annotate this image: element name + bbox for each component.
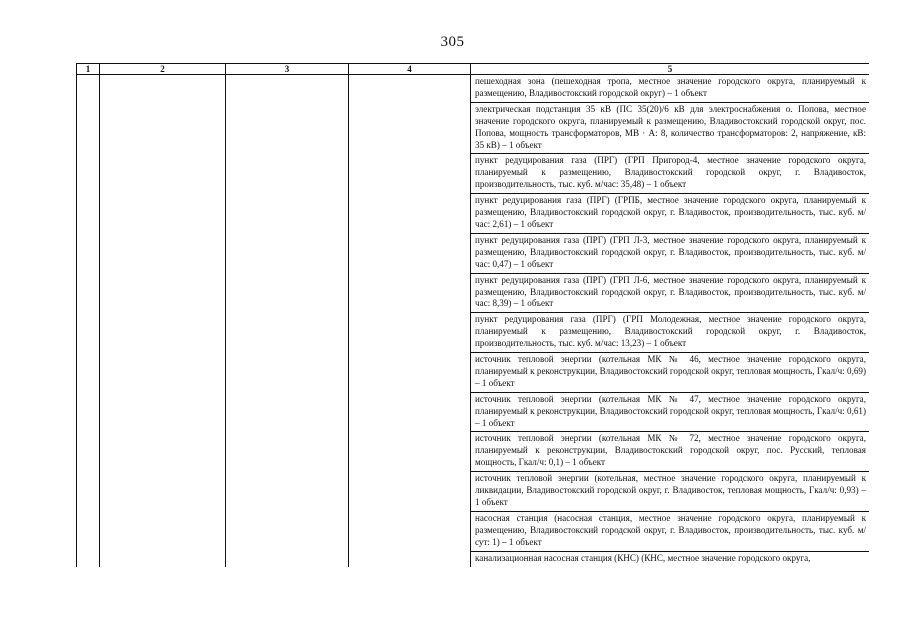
- column-header-4: 4: [349, 64, 471, 75]
- column-header-3: 3: [226, 64, 349, 75]
- table-row: [77, 75, 870, 103]
- object-description: пункт редуцирования газа (ПРГ) (ГРП Молодежная, местное значение городского округа, планируемый к размещению, Владивостокский городской округ, г. Владивосток, производительность, тыс. куб. м/час: 13,23) – 1 объект: [471, 313, 870, 353]
- column-header-2: 2: [100, 64, 226, 75]
- object-description: источник тепловой энергии (котельная МК № 72, местное значение городского округа, планируемый к реконструкции, Владивостокский городской округ, пос. Русский, тепловая мощность, Гкал/ч: 0,1) – 1 объект: [471, 432, 870, 472]
- column-header-1: 1: [77, 64, 100, 75]
- column-1-cell: [77, 75, 100, 567]
- column-2-cell: [100, 75, 226, 567]
- object-description: пункт редуцирования газа (ПРГ) (ГРП Л-3, местное значение городского округа, планируемый к размещению, Владивостокский городской округ, г. Владивосток, производительность, тыс. куб. м/час: 0,47) – 1 объект: [471, 233, 870, 273]
- column-header-5: 5: [471, 64, 870, 75]
- object-description: пункт редуцирования газа (ПРГ) (ГРП Пригород-4, местное значение городского округа, планируемый к размещению, Владивостокский городской округ, г. Владивосток, производительность, тыс. куб. м/час: 35,48) – 1 объект: [471, 154, 870, 194]
- object-description: пункт редуцирования газа (ПРГ) (ГРП Л-6, местное значение городского округа, планируемый к размещению, Владивостокский городской округ, г. Владивосток, производительность, тыс. куб. м/час: 8,39) – 1 объект: [471, 273, 870, 313]
- page-number: 305: [440, 34, 465, 50]
- column-3-cell: [226, 75, 349, 567]
- object-description: пешеходная зона (пешеходная тропа, местное значение городского округа, планируемый к размещению, Владивостокский городской округ) – 1 объект: [471, 75, 870, 103]
- objects-table: [76, 63, 869, 567]
- object-description: канализационная насосная станция (КНС) (КНС, местное значение городского округа,: [471, 551, 870, 566]
- column-4-cell: [349, 75, 471, 567]
- object-description: источник тепловой энергии (котельная МК № 46, местное значение городского округа, планируемый к реконструкции, Владивостокский городской округ, тепловая мощность, Гкал/ч: 0,69) – 1 объект: [471, 353, 870, 393]
- object-description: источник тепловой энергии (котельная, местное значение городского округа, планируемый к ликвидации, Владивостокский городской округ, г. Владивосток, тепловая мощность, Гкал/ч: 0,93) – 1 объект: [471, 472, 870, 512]
- object-description: насосная станция (насосная станция, местное значение городского округа, планируемый к размещению, Владивостокский городской округ, г. Владивосток, производительность, тыс. куб. м/сут: 1) – 1 объект: [471, 511, 870, 551]
- table-container: [76, 63, 869, 574]
- object-description: электрическая подстанция 35 кВ (ПС 35(20)/6 кВ для электроснабжения о. Попова, местное значение городского округа, планируемый к размещению, Владивостокский городской округ, пос. Попова, мощность трансформаторов, МВ · А: 8, количество трансформаторов: 2, напряжение, кВ: 35 кВ) – 1 объект: [471, 102, 870, 154]
- object-description: источник тепловой энергии (котельная МК № 47, местное значение городского округа, планируемый к реконструкции, Владивостокский городской округ, тепловая мощность, Гкал/ч: 0,61) – 1 объект: [471, 392, 870, 432]
- object-description: пункт редуцирования газа (ПРГ) (ГРПБ, местное значение городского округа, планируемый к размещению, Владивостокский городской округ, г. Владивосток, производительность, тыс. куб. м/час: 2,61) – 1 объект: [471, 194, 870, 234]
- header-row: [77, 64, 870, 75]
